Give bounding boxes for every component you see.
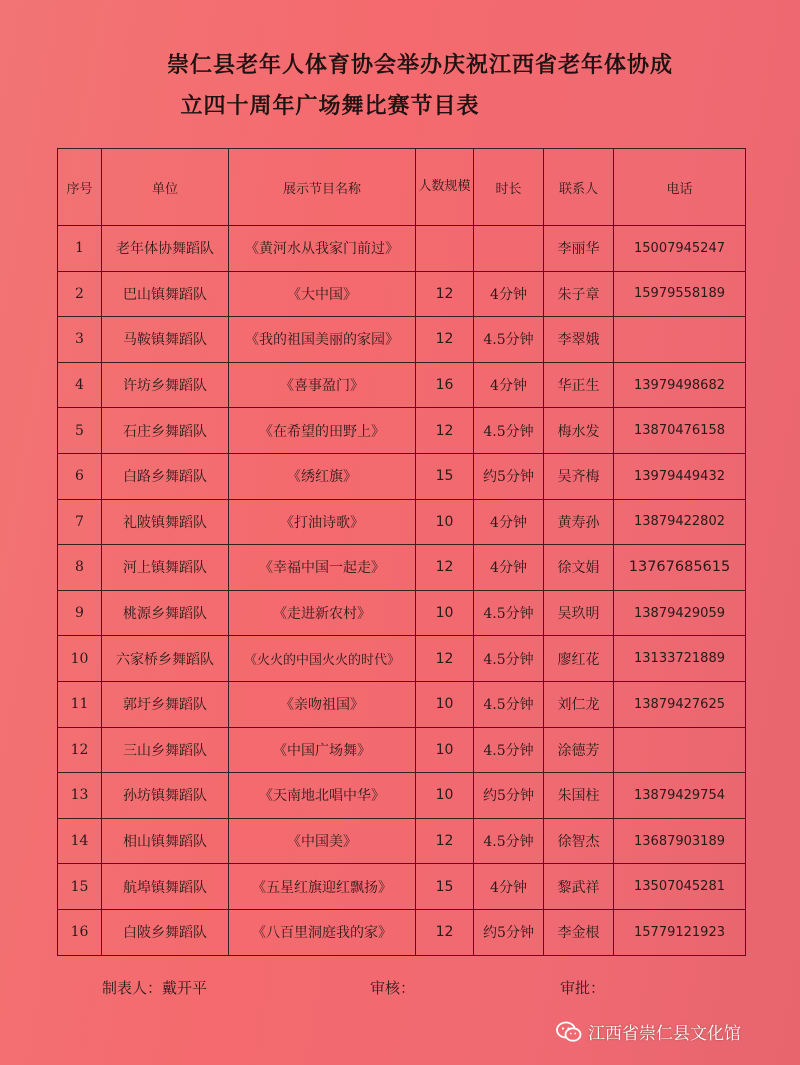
- table-row: [58, 590, 746, 636]
- cell-phone: 15779121923: [614, 909, 746, 955]
- cell-duration: [474, 226, 544, 272]
- cell-count: 12: [416, 909, 474, 955]
- cell-phone: 13879429059: [614, 590, 746, 636]
- cell-duration: 4.5分钟: [474, 818, 544, 864]
- cell-phone: 13767685615: [614, 545, 746, 591]
- cell-duration: 4.5分钟: [474, 317, 544, 363]
- cell-contact: 李金根: [544, 909, 614, 955]
- header-no: 序号: [58, 149, 102, 226]
- cell-duration: 4分钟: [474, 864, 544, 910]
- cell-unit: 桃源乡舞蹈队: [102, 590, 229, 636]
- document-title-line1: 崇仁县老年人体育协会举办庆祝江西省老年体协成: [166, 52, 673, 78]
- header-program: 展示节目名称: [229, 149, 416, 226]
- cell-unit: 礼陂镇舞蹈队: [102, 499, 229, 545]
- cell-count: 12: [416, 271, 474, 317]
- cell-program: 《走进新农村》: [229, 590, 416, 636]
- wechat-icon: [556, 1021, 582, 1043]
- approver-field: 审批：: [560, 979, 606, 997]
- cell-unit: 郭圩乡舞蹈队: [102, 681, 229, 727]
- cell-unit: 三山乡舞蹈队: [102, 727, 229, 773]
- table-row: [58, 818, 746, 864]
- cell-unit: 六家桥乡舞蹈队: [102, 636, 229, 682]
- cell-phone: 13507045281: [614, 864, 746, 910]
- cell-phone: 13979449432: [614, 453, 746, 499]
- table-row: [58, 317, 746, 363]
- cell-count: 12: [416, 818, 474, 864]
- cell-program: 《中国美》: [229, 818, 416, 864]
- cell-duration: 4分钟: [474, 362, 544, 408]
- cell-contact: 刘仁龙: [544, 681, 614, 727]
- cell-unit: 老年体协舞蹈队: [102, 226, 229, 272]
- watermark-text: 江西省崇仁县文化馆: [588, 1024, 741, 1044]
- table-row: [58, 545, 746, 591]
- cell-phone: [614, 727, 746, 773]
- cell-contact: 吴玖明: [544, 590, 614, 636]
- cell-duration: 4.5分钟: [474, 636, 544, 682]
- cell-no: 9: [58, 590, 102, 636]
- cell-phone: 13133721889: [614, 636, 746, 682]
- cell-phone: [614, 317, 746, 363]
- cell-count: 16: [416, 362, 474, 408]
- cell-duration: 4.5分钟: [474, 727, 544, 773]
- cell-no: 1: [58, 226, 102, 272]
- cell-duration: 约5分钟: [474, 453, 544, 499]
- cell-unit: 石庄乡舞蹈队: [102, 408, 229, 454]
- table-row: [58, 636, 746, 682]
- cell-contact: 徐智杰: [544, 818, 614, 864]
- cell-no: 13: [58, 773, 102, 819]
- cell-unit: 相山镇舞蹈队: [102, 818, 229, 864]
- table-row: [58, 499, 746, 545]
- table-header-row: [58, 149, 746, 226]
- cell-no: 16: [58, 909, 102, 955]
- header-unit: 单位: [102, 149, 229, 226]
- cell-program: 《火火的中国火火的时代》: [229, 636, 416, 682]
- cell-duration: 约5分钟: [474, 909, 544, 955]
- cell-contact: 吴齐梅: [544, 453, 614, 499]
- table-row: [58, 271, 746, 317]
- cell-phone: 15979558189: [614, 271, 746, 317]
- cell-duration: 4分钟: [474, 545, 544, 591]
- document-title-line2: 立四十周年广场舞比赛节目表: [180, 93, 480, 119]
- cell-duration: 4.5分钟: [474, 681, 544, 727]
- cell-duration: 4.5分钟: [474, 590, 544, 636]
- cell-program: 《喜事盈门》: [229, 362, 416, 408]
- cell-program: 《中国广场舞》: [229, 727, 416, 773]
- cell-unit: 马鞍镇舞蹈队: [102, 317, 229, 363]
- cell-program: 《幸福中国一起走》: [229, 545, 416, 591]
- cell-unit: 巴山镇舞蹈队: [102, 271, 229, 317]
- cell-no: 2: [58, 271, 102, 317]
- cell-no: 10: [58, 636, 102, 682]
- table-row: [58, 773, 746, 819]
- cell-program: 《打油诗歌》: [229, 499, 416, 545]
- cell-phone: 13687903189: [614, 818, 746, 864]
- header-count: 人数规模: [416, 149, 474, 226]
- cell-contact: 黎武祥: [544, 864, 614, 910]
- cell-no: 12: [58, 727, 102, 773]
- table-row: [58, 681, 746, 727]
- cell-unit: 许坊乡舞蹈队: [102, 362, 229, 408]
- cell-phone: 15007945247: [614, 226, 746, 272]
- cell-unit: 航埠镇舞蹈队: [102, 864, 229, 910]
- cell-duration: 4分钟: [474, 271, 544, 317]
- cell-unit: 白陂乡舞蹈队: [102, 909, 229, 955]
- source-watermark: [556, 1019, 741, 1044]
- cell-program: 《五星红旗迎红飘扬》: [229, 864, 416, 910]
- cell-unit: 白路乡舞蹈队: [102, 453, 229, 499]
- cell-contact: 廖红花: [544, 636, 614, 682]
- cell-program: 《大中国》: [229, 271, 416, 317]
- cell-count: 12: [416, 545, 474, 591]
- cell-contact: 李丽华: [544, 226, 614, 272]
- table-maker: 制表人：戴开平: [102, 979, 208, 997]
- cell-duration: 4分钟: [474, 499, 544, 545]
- cell-count: 10: [416, 773, 474, 819]
- table-row: [58, 864, 746, 910]
- header-phone: 电话: [614, 149, 746, 226]
- cell-count: 12: [416, 317, 474, 363]
- cell-no: 4: [58, 362, 102, 408]
- cell-contact: 朱子章: [544, 271, 614, 317]
- table-row: [58, 362, 746, 408]
- cell-program: 《天南地北唱中华》: [229, 773, 416, 819]
- table-row: [58, 453, 746, 499]
- cell-count: 10: [416, 499, 474, 545]
- cell-program: 《黄河水从我家门前过》: [229, 226, 416, 272]
- program-schedule-table: [57, 148, 746, 956]
- cell-duration: 4.5分钟: [474, 408, 544, 454]
- cell-count: 12: [416, 408, 474, 454]
- cell-unit: 河上镇舞蹈队: [102, 545, 229, 591]
- cell-count: 12: [416, 636, 474, 682]
- cell-count: 10: [416, 590, 474, 636]
- cell-contact: 朱国柱: [544, 773, 614, 819]
- cell-phone: 13879427625: [614, 681, 746, 727]
- cell-phone: 13879422802: [614, 499, 746, 545]
- cell-contact: 徐文娟: [544, 545, 614, 591]
- reviewer-field: 审核：: [370, 979, 416, 997]
- header-duration: 时长: [474, 149, 544, 226]
- table-row: [58, 727, 746, 773]
- cell-program: 《亲吻祖国》: [229, 681, 416, 727]
- header-contact: 联系人: [544, 149, 614, 226]
- cell-count: 15: [416, 453, 474, 499]
- cell-contact: 梅水发: [544, 408, 614, 454]
- table-row: [58, 226, 746, 272]
- cell-unit: 孙坊镇舞蹈队: [102, 773, 229, 819]
- cell-program: 《我的祖国美丽的家园》: [229, 317, 416, 363]
- table-row: [58, 909, 746, 955]
- cell-count: 10: [416, 727, 474, 773]
- cell-contact: 黄寿孙: [544, 499, 614, 545]
- cell-no: 5: [58, 408, 102, 454]
- cell-phone: 13879429754: [614, 773, 746, 819]
- cell-program: 《八百里洞庭我的家》: [229, 909, 416, 955]
- cell-count: 10: [416, 681, 474, 727]
- cell-no: 15: [58, 864, 102, 910]
- cell-contact: 涂德芳: [544, 727, 614, 773]
- cell-count: [416, 226, 474, 272]
- cell-no: 7: [58, 499, 102, 545]
- cell-program: 《绣红旗》: [229, 453, 416, 499]
- cell-no: 14: [58, 818, 102, 864]
- cell-no: 6: [58, 453, 102, 499]
- cell-program: 《在希望的田野上》: [229, 408, 416, 454]
- cell-no: 11: [58, 681, 102, 727]
- cell-phone: 13870476158: [614, 408, 746, 454]
- cell-duration: 约5分钟: [474, 773, 544, 819]
- table-row: [58, 408, 746, 454]
- cell-no: 3: [58, 317, 102, 363]
- cell-contact: 李翠娥: [544, 317, 614, 363]
- cell-contact: 华正生: [544, 362, 614, 408]
- cell-phone: 13979498682: [614, 362, 746, 408]
- cell-no: 8: [58, 545, 102, 591]
- cell-count: 15: [416, 864, 474, 910]
